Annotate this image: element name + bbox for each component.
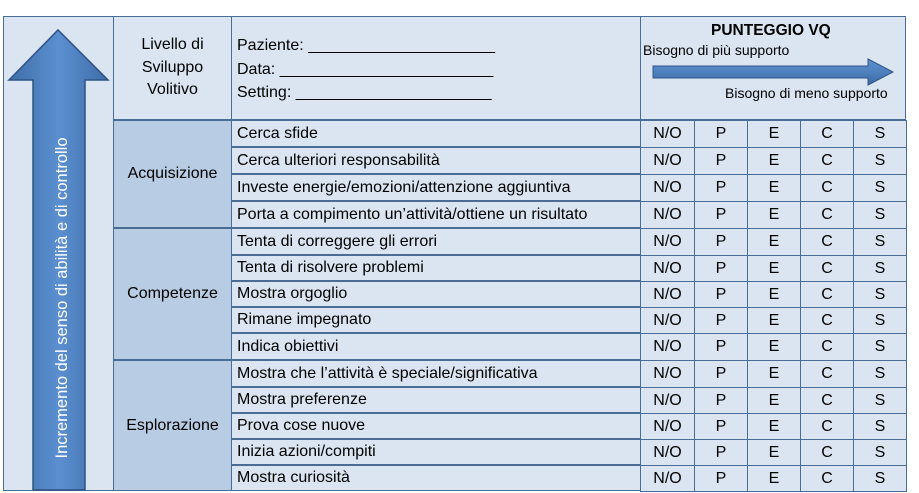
score-option-e[interactable]: E bbox=[747, 201, 801, 229]
score-option-no[interactable]: N/O bbox=[640, 413, 695, 440]
item-label: Prova cose nuove bbox=[231, 413, 641, 439]
score-option-e[interactable]: E bbox=[747, 387, 801, 414]
up-arrow-icon bbox=[3, 16, 114, 491]
score-option-no[interactable]: N/O bbox=[640, 228, 695, 256]
score-option-e[interactable]: E bbox=[747, 360, 801, 388]
item-label: Tenta di risolvere problemi bbox=[231, 255, 641, 281]
score-option-e[interactable]: E bbox=[747, 255, 801, 282]
score-option-p[interactable]: P bbox=[694, 120, 748, 148]
score-option-c[interactable]: C bbox=[800, 174, 854, 202]
right-arrow-icon bbox=[651, 57, 896, 87]
score-option-c[interactable]: C bbox=[800, 307, 854, 334]
score-option-s[interactable]: S bbox=[853, 387, 907, 414]
score-option-p[interactable]: P bbox=[694, 333, 748, 361]
score-option-p[interactable]: P bbox=[694, 307, 748, 334]
patient-field[interactable]: Paziente: _____________________ bbox=[237, 37, 496, 54]
score-option-c[interactable]: C bbox=[800, 281, 854, 308]
score-option-c[interactable]: C bbox=[800, 439, 854, 466]
score-option-e[interactable]: E bbox=[747, 174, 801, 202]
date-field[interactable]: Data: ________________________ bbox=[237, 61, 494, 78]
level-heading-line-1: Livello di bbox=[141, 36, 204, 54]
score-option-p[interactable]: P bbox=[694, 147, 748, 175]
score-option-p[interactable]: P bbox=[694, 465, 748, 492]
score-option-no[interactable]: N/O bbox=[640, 333, 695, 361]
item-label: Indica obiettivi bbox=[231, 333, 641, 360]
more-support-label: Bisogno di più supporto bbox=[643, 42, 790, 58]
score-option-no[interactable]: N/O bbox=[640, 360, 695, 388]
score-option-e[interactable]: E bbox=[747, 147, 801, 175]
score-option-no[interactable]: N/O bbox=[640, 201, 695, 229]
score-option-e[interactable]: E bbox=[747, 307, 801, 334]
level-heading-line-2: Sviluppo bbox=[141, 58, 204, 76]
less-support-label: Bisogno di meno supporto bbox=[725, 85, 888, 101]
score-option-p[interactable]: P bbox=[694, 387, 748, 414]
score-option-s[interactable]: S bbox=[853, 307, 907, 334]
score-option-c[interactable]: C bbox=[800, 360, 854, 388]
level-heading-cell bbox=[113, 16, 232, 120]
item-label: Mostra orgoglio bbox=[231, 281, 641, 307]
item-label: Investe energie/emozioni/attenzione aggiuntiva bbox=[231, 174, 641, 201]
score-title: PUNTEGGIO VQ bbox=[711, 22, 831, 39]
score-option-c[interactable]: C bbox=[800, 465, 854, 492]
score-option-c[interactable]: C bbox=[800, 333, 854, 361]
side-label: Incremento del senso di abilità e di controllo bbox=[53, 137, 71, 459]
item-label: Mostra curiosità bbox=[231, 465, 641, 491]
score-option-s[interactable]: S bbox=[853, 255, 907, 282]
score-option-c[interactable]: C bbox=[800, 255, 854, 282]
score-option-p[interactable]: P bbox=[694, 360, 748, 388]
score-option-no[interactable]: N/O bbox=[640, 255, 695, 282]
score-option-s[interactable]: S bbox=[853, 281, 907, 308]
level-cell-esplorazione bbox=[113, 360, 232, 491]
score-option-s[interactable]: S bbox=[853, 228, 907, 256]
score-option-e[interactable]: E bbox=[747, 439, 801, 466]
score-option-s[interactable]: S bbox=[853, 333, 907, 361]
score-option-e[interactable]: E bbox=[747, 413, 801, 440]
score-option-p[interactable]: P bbox=[694, 255, 748, 282]
score-option-e[interactable]: E bbox=[747, 465, 801, 492]
score-option-p[interactable]: P bbox=[694, 413, 748, 440]
item-label: Mostra preferenze bbox=[231, 387, 641, 413]
score-option-no[interactable]: N/O bbox=[640, 439, 695, 466]
level-name: Acquisizione bbox=[127, 165, 218, 182]
score-option-p[interactable]: P bbox=[694, 228, 748, 256]
score-option-s[interactable]: S bbox=[853, 120, 907, 148]
score-option-p[interactable]: P bbox=[694, 281, 748, 308]
level-heading-line-3: Volitivo bbox=[147, 81, 198, 99]
score-option-c[interactable]: C bbox=[800, 147, 854, 175]
score-option-e[interactable]: E bbox=[747, 281, 801, 308]
score-option-no[interactable]: N/O bbox=[640, 174, 695, 202]
score-option-no[interactable]: N/O bbox=[640, 120, 695, 148]
score-option-no[interactable]: N/O bbox=[640, 307, 695, 334]
score-option-s[interactable]: S bbox=[853, 439, 907, 466]
item-label: Mostra che l’attività è speciale/significativa bbox=[231, 360, 641, 387]
score-option-no[interactable]: N/O bbox=[640, 281, 695, 308]
score-option-no[interactable]: N/O bbox=[640, 465, 695, 492]
score-option-s[interactable]: S bbox=[853, 465, 907, 492]
score-option-e[interactable]: E bbox=[747, 120, 801, 148]
score-option-no[interactable]: N/O bbox=[640, 147, 695, 175]
item-label: Rimane impegnato bbox=[231, 307, 641, 333]
score-option-c[interactable]: C bbox=[800, 201, 854, 229]
score-option-e[interactable]: E bbox=[747, 228, 801, 256]
score-option-c[interactable]: C bbox=[800, 387, 854, 414]
score-option-no[interactable]: N/O bbox=[640, 387, 695, 414]
score-option-c[interactable]: C bbox=[800, 413, 854, 440]
score-option-s[interactable]: S bbox=[853, 147, 907, 175]
score-option-c[interactable]: C bbox=[800, 120, 854, 148]
score-option-s[interactable]: S bbox=[853, 360, 907, 388]
score-option-p[interactable]: P bbox=[694, 174, 748, 202]
score-header-cell bbox=[640, 16, 906, 120]
setting-field[interactable]: Setting: ______________________ bbox=[237, 84, 492, 101]
level-name: Competenze bbox=[127, 285, 218, 302]
score-option-p[interactable]: P bbox=[694, 201, 748, 229]
level-cell-acquisizione bbox=[113, 120, 232, 228]
level-name: Esplorazione bbox=[126, 416, 219, 434]
score-option-s[interactable]: S bbox=[853, 174, 907, 202]
score-option-s[interactable]: S bbox=[853, 413, 907, 440]
item-label: Cerca sfide bbox=[231, 120, 641, 147]
patient-info-cell bbox=[231, 16, 641, 120]
item-label: Inizia azioni/compiti bbox=[231, 439, 641, 465]
score-option-c[interactable]: C bbox=[800, 228, 854, 256]
score-option-p[interactable]: P bbox=[694, 439, 748, 466]
score-option-e[interactable]: E bbox=[747, 333, 801, 361]
level-cell-competenze bbox=[113, 228, 232, 360]
item-label: Tenta di correggere gli errori bbox=[231, 228, 641, 255]
item-label: Porta a compimento un’attività/ottiene un risultato bbox=[231, 201, 641, 228]
score-option-s[interactable]: S bbox=[853, 201, 907, 229]
item-label: Cerca ulteriori responsabilità bbox=[231, 147, 641, 174]
